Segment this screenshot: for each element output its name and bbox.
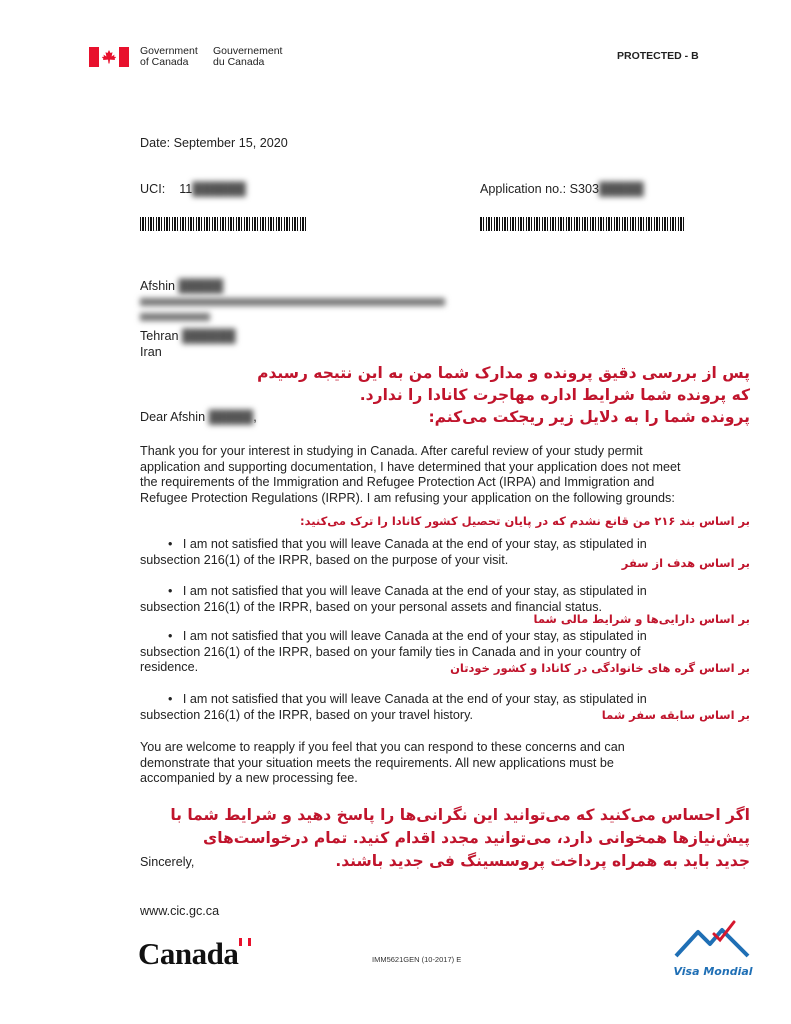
annotation-ground2: بر اساس دارایی‌ها و شرایط مالی شما <box>533 612 750 626</box>
bullet-icon: • <box>168 629 183 643</box>
salutation: Dear Afshin █████, <box>140 410 257 424</box>
annotation-bottom-line1: اگر احساس می‌کنید که می‌توانید این نگرانی‌ها را پاسخ دهید و شرایط شما با <box>170 806 750 824</box>
intro-line3: the requirements of the Immigration and Refugee Protection Act (IRPA) and Immigration and <box>140 475 655 490</box>
uci-field <box>140 182 246 198</box>
recipient-country: Iran <box>140 345 162 359</box>
annotation-grounds-intro: بر اساس بند ۲۱۶ من قانع نشدم که در پایان تحصیل کشور کانادا را ترک می‌کنید: <box>299 514 750 528</box>
application-value: S303 <box>569 182 600 196</box>
annotation-top-line2: که پرونده شما شرایط اداره مهاجرت کانادا را ندارد. <box>359 386 750 404</box>
intro-line1: Thank you for your interest in studying in Canada. After careful review of your study permit <box>140 444 643 458</box>
ground1-line2: subsection 216(1) of the IRPR, based on the purpose of your visit. <box>140 552 509 567</box>
ground4-line2: subsection 216(1) of the IRPR, based on your travel history. <box>140 707 473 722</box>
reapply-line3: accompanied by a new processing fee. <box>140 771 358 786</box>
recipient-first-name: Afshin <box>140 279 176 293</box>
recipient-surname-redacted: █████ <box>178 279 224 293</box>
annotation-bottom-line2: پیش‌نیازها همخوانی دارد، می‌توانید مجدد اقدام کنید. تمام درخواست‌های <box>203 829 750 847</box>
reapply-line1: You are welcome to reapply if you feel that you can respond to these concerns and can <box>140 740 625 754</box>
protected-label: PROTECTED - B <box>617 50 699 62</box>
bullet-icon: • <box>168 537 183 551</box>
ground4-line1: I am not satisfied that you will leave Canada at the end of your stay, as stipulated in <box>182 692 647 706</box>
address-redacted <box>140 298 445 321</box>
uci-label: UCI: <box>140 182 166 196</box>
closing: Sincerely, <box>140 855 195 869</box>
annotation-bottom <box>170 804 750 873</box>
ground2-line1: I am not satisfied that you will leave Canada at the end of your stay, as stipulated in <box>182 584 647 598</box>
uci-value: 11 <box>179 182 193 196</box>
reapply-line2: demonstrate that your situation meets the requirements. All new applications must be <box>140 755 614 770</box>
annotation-ground4: بر اساس سابقه سفر شما <box>601 708 750 722</box>
application-field <box>480 182 644 198</box>
uci-barcode <box>140 217 307 231</box>
application-barcode <box>480 217 685 231</box>
wordmark-flag-icon <box>239 938 251 946</box>
visa-mondial-text: Visa Mondial <box>673 965 753 978</box>
website-link[interactable]: www.cic.gc.ca <box>140 904 220 918</box>
ground3-line2: subsection 216(1) of the IRPR, based on your family ties in Canada and in your country of <box>140 644 641 659</box>
annotation-top <box>257 362 750 428</box>
salutation-text: Dear Afshin <box>140 410 206 424</box>
gov-fr-title: Gouvernement du Canada <box>213 45 283 68</box>
ground2-line2: subsection 216(1) of the IRPR, based on your personal assets and financial status. <box>140 599 603 614</box>
city-text: Tehran <box>140 329 179 343</box>
intro-line4: Refugee Protection Regulations (IRPR). I am refusing your application on the following grounds: <box>140 490 675 505</box>
ground-item-2 <box>140 584 647 615</box>
ground3-line3: residence. <box>140 660 199 675</box>
gov-en-title: Government of Canada <box>140 45 198 68</box>
recipient-city <box>140 329 236 345</box>
salutation-redacted: █████ <box>208 410 254 424</box>
ground3-line1: I am not satisfied that you will leave Canada at the end of your stay, as stipulated in <box>182 629 647 643</box>
form-code: IMM5621GEN (10-2017) E <box>372 955 462 964</box>
visa-mondial-logo <box>668 914 758 984</box>
letter-date: Date: September 15, 2020 <box>140 136 288 150</box>
ground1-line1: I am not satisfied that you will leave Canada at the end of your stay, as stipulated in <box>182 537 647 551</box>
mountain-logo-icon <box>668 914 758 962</box>
annotation-top-line1: پس از بررسی دقیق پرونده و مدارک شما من به این نتیجه رسیدم <box>257 364 750 382</box>
bullet-icon: • <box>168 584 183 598</box>
intro-paragraph <box>140 444 681 506</box>
application-label: Application no.: <box>480 182 567 196</box>
intro-line2: application and supporting documentation, I have determined that your application does not meet <box>140 459 681 474</box>
canada-wordmark <box>138 936 238 972</box>
application-redacted: █████ <box>599 182 644 196</box>
uci-redacted: ██████ <box>192 182 246 196</box>
canada-flag-icon <box>89 47 129 67</box>
recipient-name <box>140 279 223 295</box>
canada-wordmark-text: Canada <box>138 936 239 971</box>
postal-redacted: ██████ <box>182 329 236 343</box>
annotation-ground1: بر اساس هدف از سفر <box>621 556 750 570</box>
annotation-top-line3: پرونده شما را به دلایل زیر ریجکت می‌کنم: <box>428 408 750 426</box>
reapply-paragraph <box>140 740 625 787</box>
annotation-ground3: بر اساس گره های خانوادگی در کانادا و کشور خودتان <box>450 661 750 675</box>
annotation-bottom-line3: جدید باید به همراه پرداخت پروسسینگ فی جدید باشند. <box>335 852 750 870</box>
bullet-icon: • <box>168 692 183 706</box>
